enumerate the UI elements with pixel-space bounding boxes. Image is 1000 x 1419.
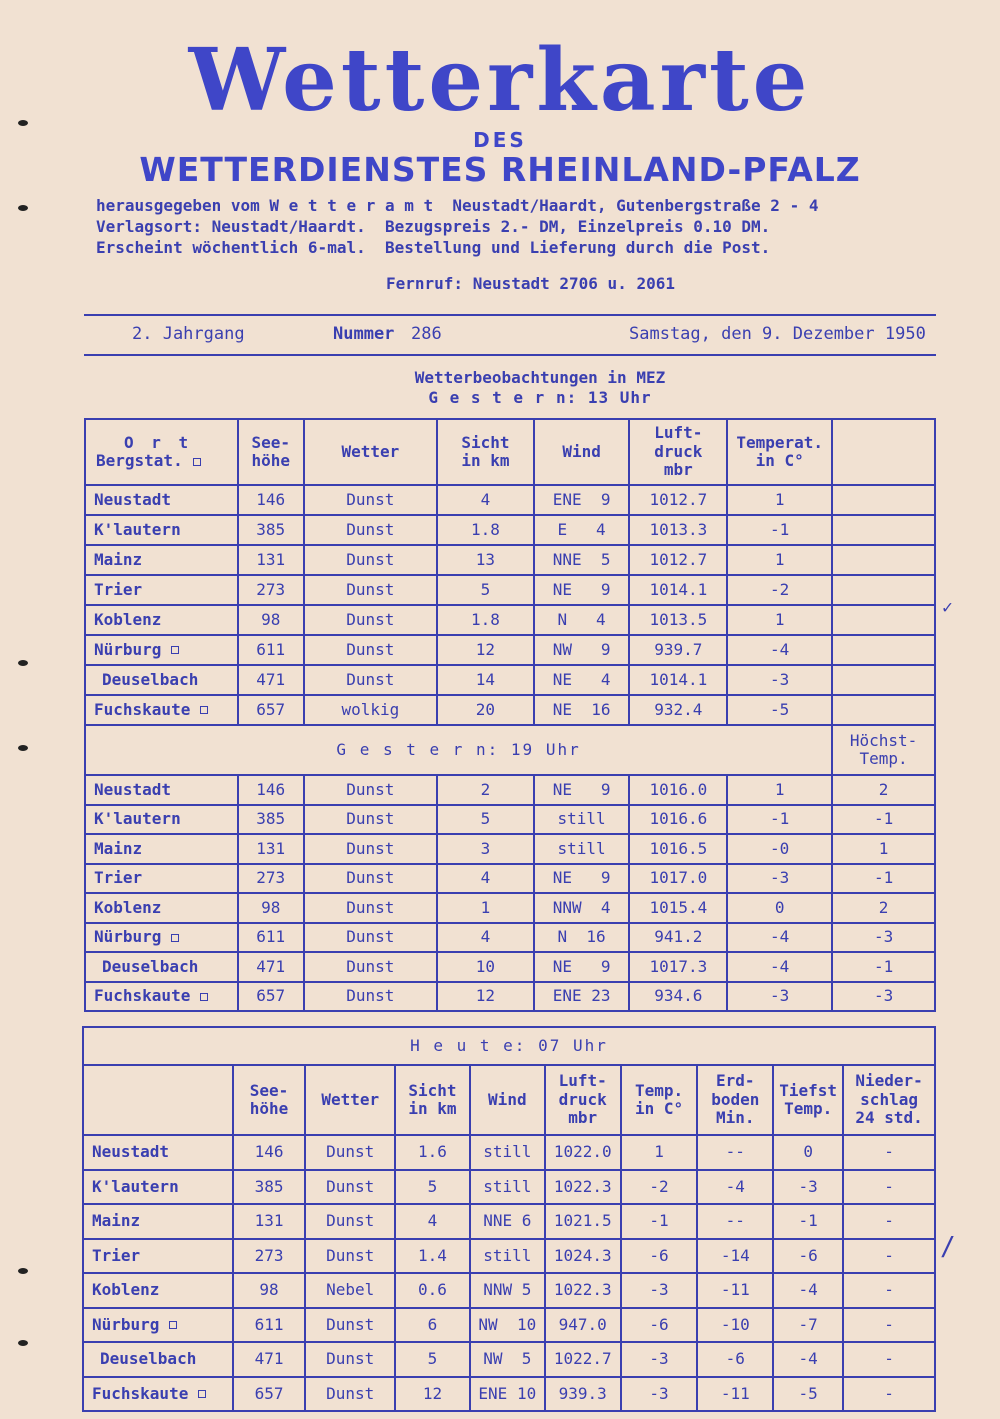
publisher-line: herausgegeben vom W e t t e r a m t Neustadt/Haardt, Gutenbergstraße 2 - 4 <box>96 196 819 215</box>
cell-temp: -1 <box>727 515 832 545</box>
table-row <box>83 1342 935 1377</box>
cell-nied: - <box>843 1239 935 1274</box>
masthead-des: DES <box>473 128 527 152</box>
cell-wind: NE 9 <box>534 775 630 805</box>
cell-sicht: 12 <box>395 1377 470 1412</box>
cell-extra <box>832 515 935 545</box>
cell-sicht: 1.6 <box>395 1135 470 1170</box>
cell-extra: 2 <box>832 775 935 805</box>
table-row <box>85 864 935 894</box>
cell-wind: NE 9 <box>534 952 630 982</box>
cell-sicht: 12 <box>437 982 534 1012</box>
mountain-station-marker-icon <box>171 934 179 942</box>
cell-wind: still <box>470 1135 545 1170</box>
cell-wetter: Dunst <box>304 545 437 575</box>
mountain-station-marker-icon <box>200 706 208 714</box>
col-sicht: Sicht in km <box>437 419 534 485</box>
cell-wind: N 16 <box>534 923 630 953</box>
cell-hoehe: 98 <box>238 605 304 635</box>
punch-hole <box>18 745 28 751</box>
cell-wind: ENE 10 <box>470 1377 545 1412</box>
cell-druck: 939.7 <box>629 635 727 665</box>
cell-hoehe: 611 <box>233 1308 306 1343</box>
cell-druck: 1012.7 <box>629 545 727 575</box>
cell-tief: -3 <box>773 1170 843 1205</box>
cell-sicht: 4 <box>437 864 534 894</box>
cell-temp: -5 <box>727 695 832 725</box>
cell-ort: Koblenz <box>85 605 238 635</box>
cell-extra <box>832 605 935 635</box>
col-hoechst-temp: Höchst- Temp. <box>832 725 935 775</box>
cell-wind: NE 9 <box>534 864 630 894</box>
cell-druck: 1022.3 <box>545 1170 621 1205</box>
cell-sicht: 12 <box>437 635 534 665</box>
cell-hoehe: 657 <box>238 982 304 1012</box>
cell-erd: -11 <box>697 1273 773 1308</box>
cell-temp: 1 <box>727 485 832 515</box>
col-wetter: Wetter <box>304 419 437 485</box>
cell-sicht: 2 <box>437 775 534 805</box>
table-row <box>83 1135 935 1170</box>
cell-nied: - <box>843 1377 935 1412</box>
mountain-station-marker-icon <box>193 458 201 466</box>
mountain-station-marker-icon <box>200 993 208 1001</box>
punch-hole <box>18 660 28 666</box>
cell-extra: -3 <box>832 982 935 1012</box>
section-07-row <box>83 1027 935 1065</box>
cell-wind: N 4 <box>534 605 630 635</box>
cell-temp: -6 <box>621 1308 698 1343</box>
cell-tief: -1 <box>773 1204 843 1239</box>
cell-wind: NNE 6 <box>470 1204 545 1239</box>
cell-temp: -3 <box>727 982 832 1012</box>
cell-wetter: Dunst <box>304 665 437 695</box>
cell-ort: Trier <box>85 864 238 894</box>
table-heute <box>82 1026 936 1412</box>
cell-hoehe: 385 <box>238 805 304 835</box>
cell-druck: 1016.5 <box>629 834 727 864</box>
cell-hoehe: 273 <box>238 575 304 605</box>
cell-hoehe: 98 <box>233 1273 306 1308</box>
check-mark-icon: / <box>940 1232 956 1262</box>
table-row <box>85 695 935 725</box>
number-label: Nummer <box>333 324 395 344</box>
table-row <box>85 545 935 575</box>
cell-hoehe: 131 <box>238 545 304 575</box>
cell-hoehe: 657 <box>233 1377 306 1412</box>
cell-temp: -3 <box>727 864 832 894</box>
cell-druck: 1017.0 <box>629 864 727 894</box>
cell-hoehe: 385 <box>238 515 304 545</box>
cell-wetter: Dunst <box>304 485 437 515</box>
issue-date: Samstag, den 9. Dezember 1950 <box>629 324 926 344</box>
cell-wind: still <box>534 805 630 835</box>
cell-hoehe: 611 <box>238 635 304 665</box>
cell-sicht: 5 <box>437 575 534 605</box>
cell-extra <box>832 695 935 725</box>
cell-extra <box>832 545 935 575</box>
cell-druck: 1024.3 <box>545 1239 621 1274</box>
cell-temp: -0 <box>727 834 832 864</box>
cell-nied: - <box>843 1342 935 1377</box>
cell-extra <box>832 485 935 515</box>
cell-hoehe: 273 <box>238 864 304 894</box>
cell-sicht: 0.6 <box>395 1273 470 1308</box>
masthead-title: Wetterkarte <box>188 30 812 131</box>
punch-hole <box>18 1268 28 1274</box>
col-tiefst: Tiefst Temp. <box>773 1065 843 1135</box>
cell-druck: 1016.0 <box>629 775 727 805</box>
divider-bottom <box>84 354 936 356</box>
cell-ort: K'lautern <box>85 805 238 835</box>
col-wind: Wind <box>470 1065 545 1135</box>
cell-temp: 1 <box>621 1135 698 1170</box>
cell-ort: Deuselbach <box>85 665 238 695</box>
col-temp: Temp. in C° <box>621 1065 698 1135</box>
cell-wetter: Dunst <box>305 1204 395 1239</box>
cell-sicht: 13 <box>437 545 534 575</box>
cell-temp: -2 <box>621 1170 698 1205</box>
cell-druck: 939.3 <box>545 1377 621 1412</box>
table-gestern <box>84 418 936 1012</box>
table-row <box>85 982 935 1012</box>
cell-wetter: wolkig <box>304 695 437 725</box>
cell-wind: still <box>470 1170 545 1205</box>
cell-ort: Trier <box>83 1239 233 1274</box>
cell-wetter: Dunst <box>304 952 437 982</box>
col-seehoehe: See- höhe <box>238 419 304 485</box>
cell-sicht: 5 <box>437 805 534 835</box>
table-row <box>85 805 935 835</box>
phone-line: Fernruf: Neustadt 2706 u. 2061 <box>386 274 675 293</box>
cell-tief: -4 <box>773 1342 843 1377</box>
cell-hoehe: 273 <box>233 1239 306 1274</box>
col-seehoehe: See- höhe <box>233 1065 306 1135</box>
cell-nied: - <box>843 1204 935 1239</box>
cell-druck: 934.6 <box>629 982 727 1012</box>
volume-label: 2. Jahrgang <box>132 324 245 344</box>
table-row <box>83 1377 935 1412</box>
cell-wind: still <box>470 1239 545 1274</box>
issue-number: 286 <box>411 324 442 344</box>
cell-temp: -4 <box>727 923 832 953</box>
table-row <box>85 893 935 923</box>
cell-druck: 1022.7 <box>545 1342 621 1377</box>
cell-ort: Mainz <box>85 545 238 575</box>
cell-wetter: Dunst <box>304 864 437 894</box>
cell-wetter: Dunst <box>304 923 437 953</box>
table-row <box>85 605 935 635</box>
table-row <box>85 515 935 545</box>
cell-extra: -3 <box>832 923 935 953</box>
cell-hoehe: 471 <box>238 665 304 695</box>
cell-wind: NW 9 <box>534 635 630 665</box>
cell-hoehe: 146 <box>238 485 304 515</box>
cell-ort: Neustadt <box>85 775 238 805</box>
cell-ort: Fuchskaute <box>83 1377 233 1412</box>
table-row <box>85 775 935 805</box>
cell-extra <box>832 635 935 665</box>
cell-druck: 947.0 <box>545 1308 621 1343</box>
cell-tief: -6 <box>773 1239 843 1274</box>
cell-ort: Fuchskaute <box>85 982 238 1012</box>
cell-ort: Mainz <box>85 834 238 864</box>
col-niederschlag: Nieder- schlag 24 std. <box>843 1065 935 1135</box>
cell-sicht: 6 <box>395 1308 470 1343</box>
cell-wind: ENE 23 <box>534 982 630 1012</box>
cell-hoehe: 131 <box>238 834 304 864</box>
check-mark-icon: ✓ <box>942 597 953 618</box>
cell-extra <box>832 665 935 695</box>
cell-wind: E 4 <box>534 515 630 545</box>
cell-wetter: Dunst <box>305 1308 395 1343</box>
cell-erd: -- <box>697 1204 773 1239</box>
cell-druck: 1015.4 <box>629 893 727 923</box>
cell-ort: Deuselbach <box>85 952 238 982</box>
cell-druck: 1014.1 <box>629 575 727 605</box>
cell-wetter: Dunst <box>304 515 437 545</box>
cell-wetter: Dunst <box>304 893 437 923</box>
cell-hoehe: 146 <box>233 1135 306 1170</box>
cell-extra: -1 <box>832 864 935 894</box>
table-row <box>85 834 935 864</box>
cell-druck: 1017.3 <box>629 952 727 982</box>
cell-sicht: 4 <box>437 923 534 953</box>
cell-wetter: Dunst <box>304 635 437 665</box>
section-07-heading: H e u t e: 07 Uhr <box>83 1027 935 1065</box>
cell-extra: -1 <box>832 952 935 982</box>
cell-hoehe: 98 <box>238 893 304 923</box>
cell-temp: -3 <box>727 665 832 695</box>
cell-extra: -1 <box>832 805 935 835</box>
mountain-station-marker-icon <box>171 646 179 654</box>
cell-temp: 1 <box>727 605 832 635</box>
mountain-station-marker-icon <box>198 1390 206 1398</box>
cell-wind: NE 9 <box>534 575 630 605</box>
cell-wetter: Dunst <box>305 1377 395 1412</box>
cell-erd: -14 <box>697 1239 773 1274</box>
cell-hoehe: 611 <box>238 923 304 953</box>
cell-ort: Fuchskaute <box>85 695 238 725</box>
cell-nied: - <box>843 1308 935 1343</box>
col-sicht: Sicht in km <box>395 1065 470 1135</box>
col-wind: Wind <box>534 419 630 485</box>
cell-wetter: Dunst <box>305 1135 395 1170</box>
table-row <box>83 1204 935 1239</box>
cell-hoehe: 146 <box>238 775 304 805</box>
mountain-station-marker-icon <box>169 1321 177 1329</box>
cell-temp: -3 <box>621 1273 698 1308</box>
cell-tief: -7 <box>773 1308 843 1343</box>
cell-druck: 1013.5 <box>629 605 727 635</box>
schedule-line: Erscheint wöchentlich 6-mal. Bestellung und Lieferung durch die Post. <box>96 238 771 257</box>
col-wetter: Wetter <box>305 1065 395 1135</box>
cell-erd: -10 <box>697 1308 773 1343</box>
cell-sicht: 1.4 <box>395 1239 470 1274</box>
col-ort: O r t Bergstat. <box>85 419 238 485</box>
cell-sicht: 4 <box>437 485 534 515</box>
cell-wind: NE 16 <box>534 695 630 725</box>
cell-ort: Koblenz <box>85 893 238 923</box>
cell-sicht: 1.8 <box>437 605 534 635</box>
cell-erd: -4 <box>697 1170 773 1205</box>
cell-ort: Neustadt <box>83 1135 233 1170</box>
cell-temp: -6 <box>621 1239 698 1274</box>
cell-ort: Trier <box>85 575 238 605</box>
punch-hole <box>18 205 28 211</box>
cell-temp: -4 <box>727 952 832 982</box>
cell-wetter: Dunst <box>305 1342 395 1377</box>
table-row <box>85 635 935 665</box>
cell-wind: NNW 5 <box>470 1273 545 1308</box>
cell-temp: 1 <box>727 775 832 805</box>
cell-temp: -3 <box>621 1342 698 1377</box>
masthead-subtitle: WETTERDIENSTES RHEINLAND-PFALZ <box>139 150 861 189</box>
observations-heading: Wetterbeobachtungen in MEZ <box>414 368 666 387</box>
col-luftdruck: Luft- druck mbr <box>545 1065 621 1135</box>
cell-druck: 1014.1 <box>629 665 727 695</box>
cell-wind: NNE 5 <box>534 545 630 575</box>
cell-sicht: 10 <box>437 952 534 982</box>
cell-tief: -4 <box>773 1273 843 1308</box>
cell-wind: ENE 9 <box>534 485 630 515</box>
cell-wind: NNW 4 <box>534 893 630 923</box>
cell-nied: - <box>843 1135 935 1170</box>
cell-sicht: 14 <box>437 665 534 695</box>
cell-druck: 1022.0 <box>545 1135 621 1170</box>
table-row <box>83 1308 935 1343</box>
cell-tief: 0 <box>773 1135 843 1170</box>
cell-hoehe: 385 <box>233 1170 306 1205</box>
cell-extra: 2 <box>832 893 935 923</box>
col-ort <box>83 1065 233 1135</box>
cell-druck: 1022.3 <box>545 1273 621 1308</box>
cell-druck: 1013.3 <box>629 515 727 545</box>
cell-wetter: Dunst <box>304 805 437 835</box>
divider-top <box>84 314 936 316</box>
cell-temp: -1 <box>621 1204 698 1239</box>
section-19-row <box>85 725 935 775</box>
cell-druck: 932.4 <box>629 695 727 725</box>
publication-place-line: Verlagsort: Neustadt/Haardt. Bezugspreis 2.- DM, Einzelpreis 0.10 DM. <box>96 217 771 236</box>
cell-temp: -1 <box>727 805 832 835</box>
cell-temp: -3 <box>621 1377 698 1412</box>
cell-erd: -6 <box>697 1342 773 1377</box>
table-row <box>83 1273 935 1308</box>
cell-ort: Nürburg <box>83 1308 233 1343</box>
cell-sicht: 4 <box>395 1204 470 1239</box>
col-erdboden: Erd- boden Min. <box>697 1065 773 1135</box>
table-row <box>85 485 935 515</box>
cell-sicht: 5 <box>395 1342 470 1377</box>
cell-sicht: 1.8 <box>437 515 534 545</box>
cell-wetter: Dunst <box>305 1239 395 1274</box>
cell-wind: NW 5 <box>470 1342 545 1377</box>
cell-sicht: 20 <box>437 695 534 725</box>
cell-extra: 1 <box>832 834 935 864</box>
cell-hoehe: 471 <box>238 952 304 982</box>
cell-ort: Nürburg <box>85 923 238 953</box>
cell-wind: NW 10 <box>470 1308 545 1343</box>
col-extra <box>832 419 935 485</box>
cell-druck: 1012.7 <box>629 485 727 515</box>
cell-ort: Deuselbach <box>83 1342 233 1377</box>
section-19-heading: G e s t e r n: 19 Uhr <box>85 725 832 775</box>
section-13-heading: G e s t e r n: 13 Uhr <box>428 388 652 407</box>
cell-sicht: 1 <box>437 893 534 923</box>
table-header-row <box>83 1065 935 1135</box>
cell-nied: - <box>843 1273 935 1308</box>
table-header-row <box>85 419 935 485</box>
cell-wetter: Dunst <box>305 1170 395 1205</box>
cell-sicht: 3 <box>437 834 534 864</box>
cell-erd: -- <box>697 1135 773 1170</box>
cell-wetter: Dunst <box>304 605 437 635</box>
cell-sicht: 5 <box>395 1170 470 1205</box>
table-row <box>85 575 935 605</box>
table-row <box>85 923 935 953</box>
cell-hoehe: 131 <box>233 1204 306 1239</box>
cell-ort: Koblenz <box>83 1273 233 1308</box>
cell-druck: 941.2 <box>629 923 727 953</box>
cell-ort: Neustadt <box>85 485 238 515</box>
table-row <box>85 665 935 695</box>
col-temperatur: Temperat. in C° <box>727 419 832 485</box>
cell-druck: 1021.5 <box>545 1204 621 1239</box>
cell-tief: -5 <box>773 1377 843 1412</box>
cell-wind: NE 4 <box>534 665 630 695</box>
cell-wind: still <box>534 834 630 864</box>
table-row <box>85 952 935 982</box>
cell-wetter: Nebel <box>305 1273 395 1308</box>
cell-ort: Nürburg <box>85 635 238 665</box>
col-luftdruck: Luft- druck mbr <box>629 419 727 485</box>
table-row <box>83 1239 935 1274</box>
cell-wetter: Dunst <box>304 775 437 805</box>
cell-ort: K'lautern <box>83 1170 233 1205</box>
punch-hole <box>18 1340 28 1346</box>
cell-nied: - <box>843 1170 935 1205</box>
table-row <box>83 1170 935 1205</box>
cell-erd: -11 <box>697 1377 773 1412</box>
cell-temp: -4 <box>727 635 832 665</box>
cell-druck: 1016.6 <box>629 805 727 835</box>
cell-extra <box>832 575 935 605</box>
cell-ort: Mainz <box>83 1204 233 1239</box>
cell-wetter: Dunst <box>304 982 437 1012</box>
cell-hoehe: 657 <box>238 695 304 725</box>
cell-temp: 0 <box>727 893 832 923</box>
cell-hoehe: 471 <box>233 1342 306 1377</box>
cell-wetter: Dunst <box>304 834 437 864</box>
cell-temp: -2 <box>727 575 832 605</box>
cell-wetter: Dunst <box>304 575 437 605</box>
cell-temp: 1 <box>727 545 832 575</box>
cell-ort: K'lautern <box>85 515 238 545</box>
